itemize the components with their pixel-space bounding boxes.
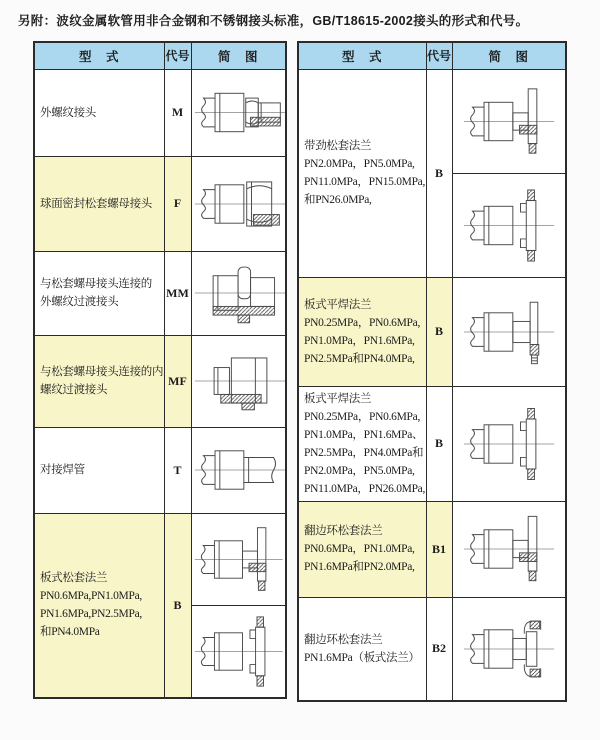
- type-line: PN1.6MPa和PN2.0MPa,: [304, 561, 415, 573]
- type-line: 板式松套法兰: [40, 572, 108, 584]
- diagram-cell: [191, 335, 286, 427]
- flange-bolts-fitting-icon: [192, 611, 286, 692]
- code-cell: B: [426, 277, 452, 386]
- type-line: 和PN4.0MPa: [40, 626, 100, 638]
- header-diagram: 简 图: [191, 42, 286, 69]
- diagram-cell: [191, 427, 286, 513]
- type-cell: [34, 513, 164, 698]
- type-line: PN1.6MPa（板式法兰）: [304, 651, 420, 664]
- type-line: PN1.6MPa,PN2.5MPa,: [40, 608, 142, 620]
- diagram-cell: [191, 69, 286, 156]
- male-thread-fitting-icon: [192, 73, 288, 152]
- fitting-table-right: [297, 41, 567, 702]
- diagram-subcell: [453, 70, 566, 173]
- type-line: PN11.0MPa，PN26.0MPa,: [304, 482, 426, 495]
- code-cell: MM: [164, 251, 191, 335]
- code-cell: B: [164, 513, 191, 698]
- fitting-row-b: [298, 277, 566, 386]
- diagram-cell: [452, 597, 566, 701]
- diagram-cell: [191, 156, 286, 251]
- diagram-subcell: [453, 173, 566, 277]
- type-line: 外螺纹过渡接头: [40, 296, 119, 308]
- flange-tall-fitting-icon: [461, 75, 557, 168]
- fitting-row-f: [34, 156, 286, 251]
- diagram-cell: [452, 386, 566, 501]
- type-line: PN2.5MPa，PN4.0MPa和: [304, 446, 424, 459]
- type-line: 对接焊管: [40, 464, 85, 476]
- diagram-subcell: [192, 605, 286, 697]
- type-line: 带劲松套法兰: [304, 140, 372, 152]
- type-line: 球面密封松套螺母接头: [40, 197, 152, 210]
- header-type: 型 式: [34, 42, 164, 69]
- type-line: PN0.6MPa,PN1.0MPa,: [40, 590, 142, 602]
- header-code: 代号: [426, 42, 452, 69]
- diagram-cell: [452, 501, 566, 597]
- table-header: [34, 42, 286, 69]
- fitting-row-b1: [298, 501, 566, 597]
- type-line: PN0.25MPa，PN0.6MPa,: [304, 316, 421, 329]
- type-cell: [34, 427, 164, 513]
- code-cell: MF: [164, 335, 191, 427]
- type-cell: [298, 501, 426, 597]
- flange-clamp-fitting-icon: [461, 607, 557, 691]
- type-cell: [298, 386, 426, 501]
- type-cell: [34, 335, 164, 427]
- type-cell: [298, 69, 426, 277]
- type-line: 外螺纹接头: [40, 106, 96, 119]
- type-line: PN11.0MPa，PN15.0MPa,: [304, 176, 426, 188]
- type-line: PN0.25MPa，PN0.6MPa,: [304, 410, 421, 423]
- diagram-cell: [191, 513, 286, 698]
- type-line: 螺纹过渡接头: [40, 384, 108, 396]
- fitting-row-b: [298, 69, 566, 277]
- type-line: 与松套螺母接头连接的: [40, 278, 152, 290]
- fitting-row-mm: [34, 251, 286, 335]
- diagram-cell: [452, 69, 566, 277]
- type-line: 板式平焊法兰: [304, 392, 372, 405]
- swivel-nut-fitting-icon: [192, 162, 288, 246]
- flange-weld-fitting-icon: [461, 290, 557, 374]
- mm-adapter-fitting-icon: [192, 255, 288, 331]
- header-code: 代号: [164, 42, 191, 69]
- header-type: 型 式: [298, 42, 426, 69]
- diagram-cell: [452, 277, 566, 386]
- type-line: PN2.5MPa和PN4.0MPa,: [304, 352, 415, 365]
- type-line: PN2.0MPa，PN5.0MPa,: [304, 464, 415, 477]
- code-cell: F: [164, 156, 191, 251]
- code-cell: B2: [426, 597, 452, 701]
- code-cell: B: [426, 386, 452, 501]
- code-cell: T: [164, 427, 191, 513]
- flange-tall-fitting-icon: [461, 507, 557, 591]
- code-cell: B1: [426, 501, 452, 597]
- table-header: [298, 42, 566, 69]
- code-cell: B: [426, 69, 452, 277]
- flange-tall-fitting-icon: [192, 519, 286, 600]
- type-cell: [34, 251, 164, 335]
- type-line: 翻边环松套法兰: [304, 525, 383, 537]
- fitting-row-b2: [298, 597, 566, 701]
- type-line: PN2.0MPa，PN5.0MPa,: [304, 158, 415, 170]
- flange-bolts-fitting-icon: [461, 402, 557, 486]
- type-cell: [298, 597, 426, 701]
- butt-weld-fitting-icon: [192, 431, 288, 509]
- code-cell: M: [164, 69, 191, 156]
- diagram-cell: [191, 251, 286, 335]
- type-line: 与松套螺母接头连接的内: [40, 366, 164, 378]
- type-line: 翻边环松套法兰: [304, 633, 383, 646]
- page-title: 另附：波纹金属软管用非合金钢和不锈钢接头标准，GB/T18615-2002接头的形式和代号。: [18, 14, 529, 28]
- fitting-row-mf: [34, 335, 286, 427]
- header-diagram: 简 图: [452, 42, 566, 69]
- mf-adapter-fitting-icon: [192, 339, 288, 423]
- type-line: 板式平焊法兰: [304, 298, 372, 311]
- fitting-row-b: [298, 386, 566, 501]
- fitting-table-left: [33, 41, 287, 699]
- type-cell: [34, 156, 164, 251]
- type-line: 和PN26.0MPa,: [304, 194, 372, 206]
- type-cell: [298, 277, 426, 386]
- fitting-row-b: [34, 513, 286, 698]
- fitting-row-m: [34, 69, 286, 156]
- type-cell: [34, 69, 164, 156]
- diagram-subcell: [192, 514, 286, 605]
- flange-bolts-fitting-icon: [461, 179, 557, 272]
- type-line: PN1.0MPa，PN1.6MPa,: [304, 334, 415, 347]
- fitting-row-t: [34, 427, 286, 513]
- type-line: PN1.0MPa，PN1.6MPa、: [304, 428, 424, 441]
- type-line: PN0.6MPa，PN1.0MPa,: [304, 543, 415, 555]
